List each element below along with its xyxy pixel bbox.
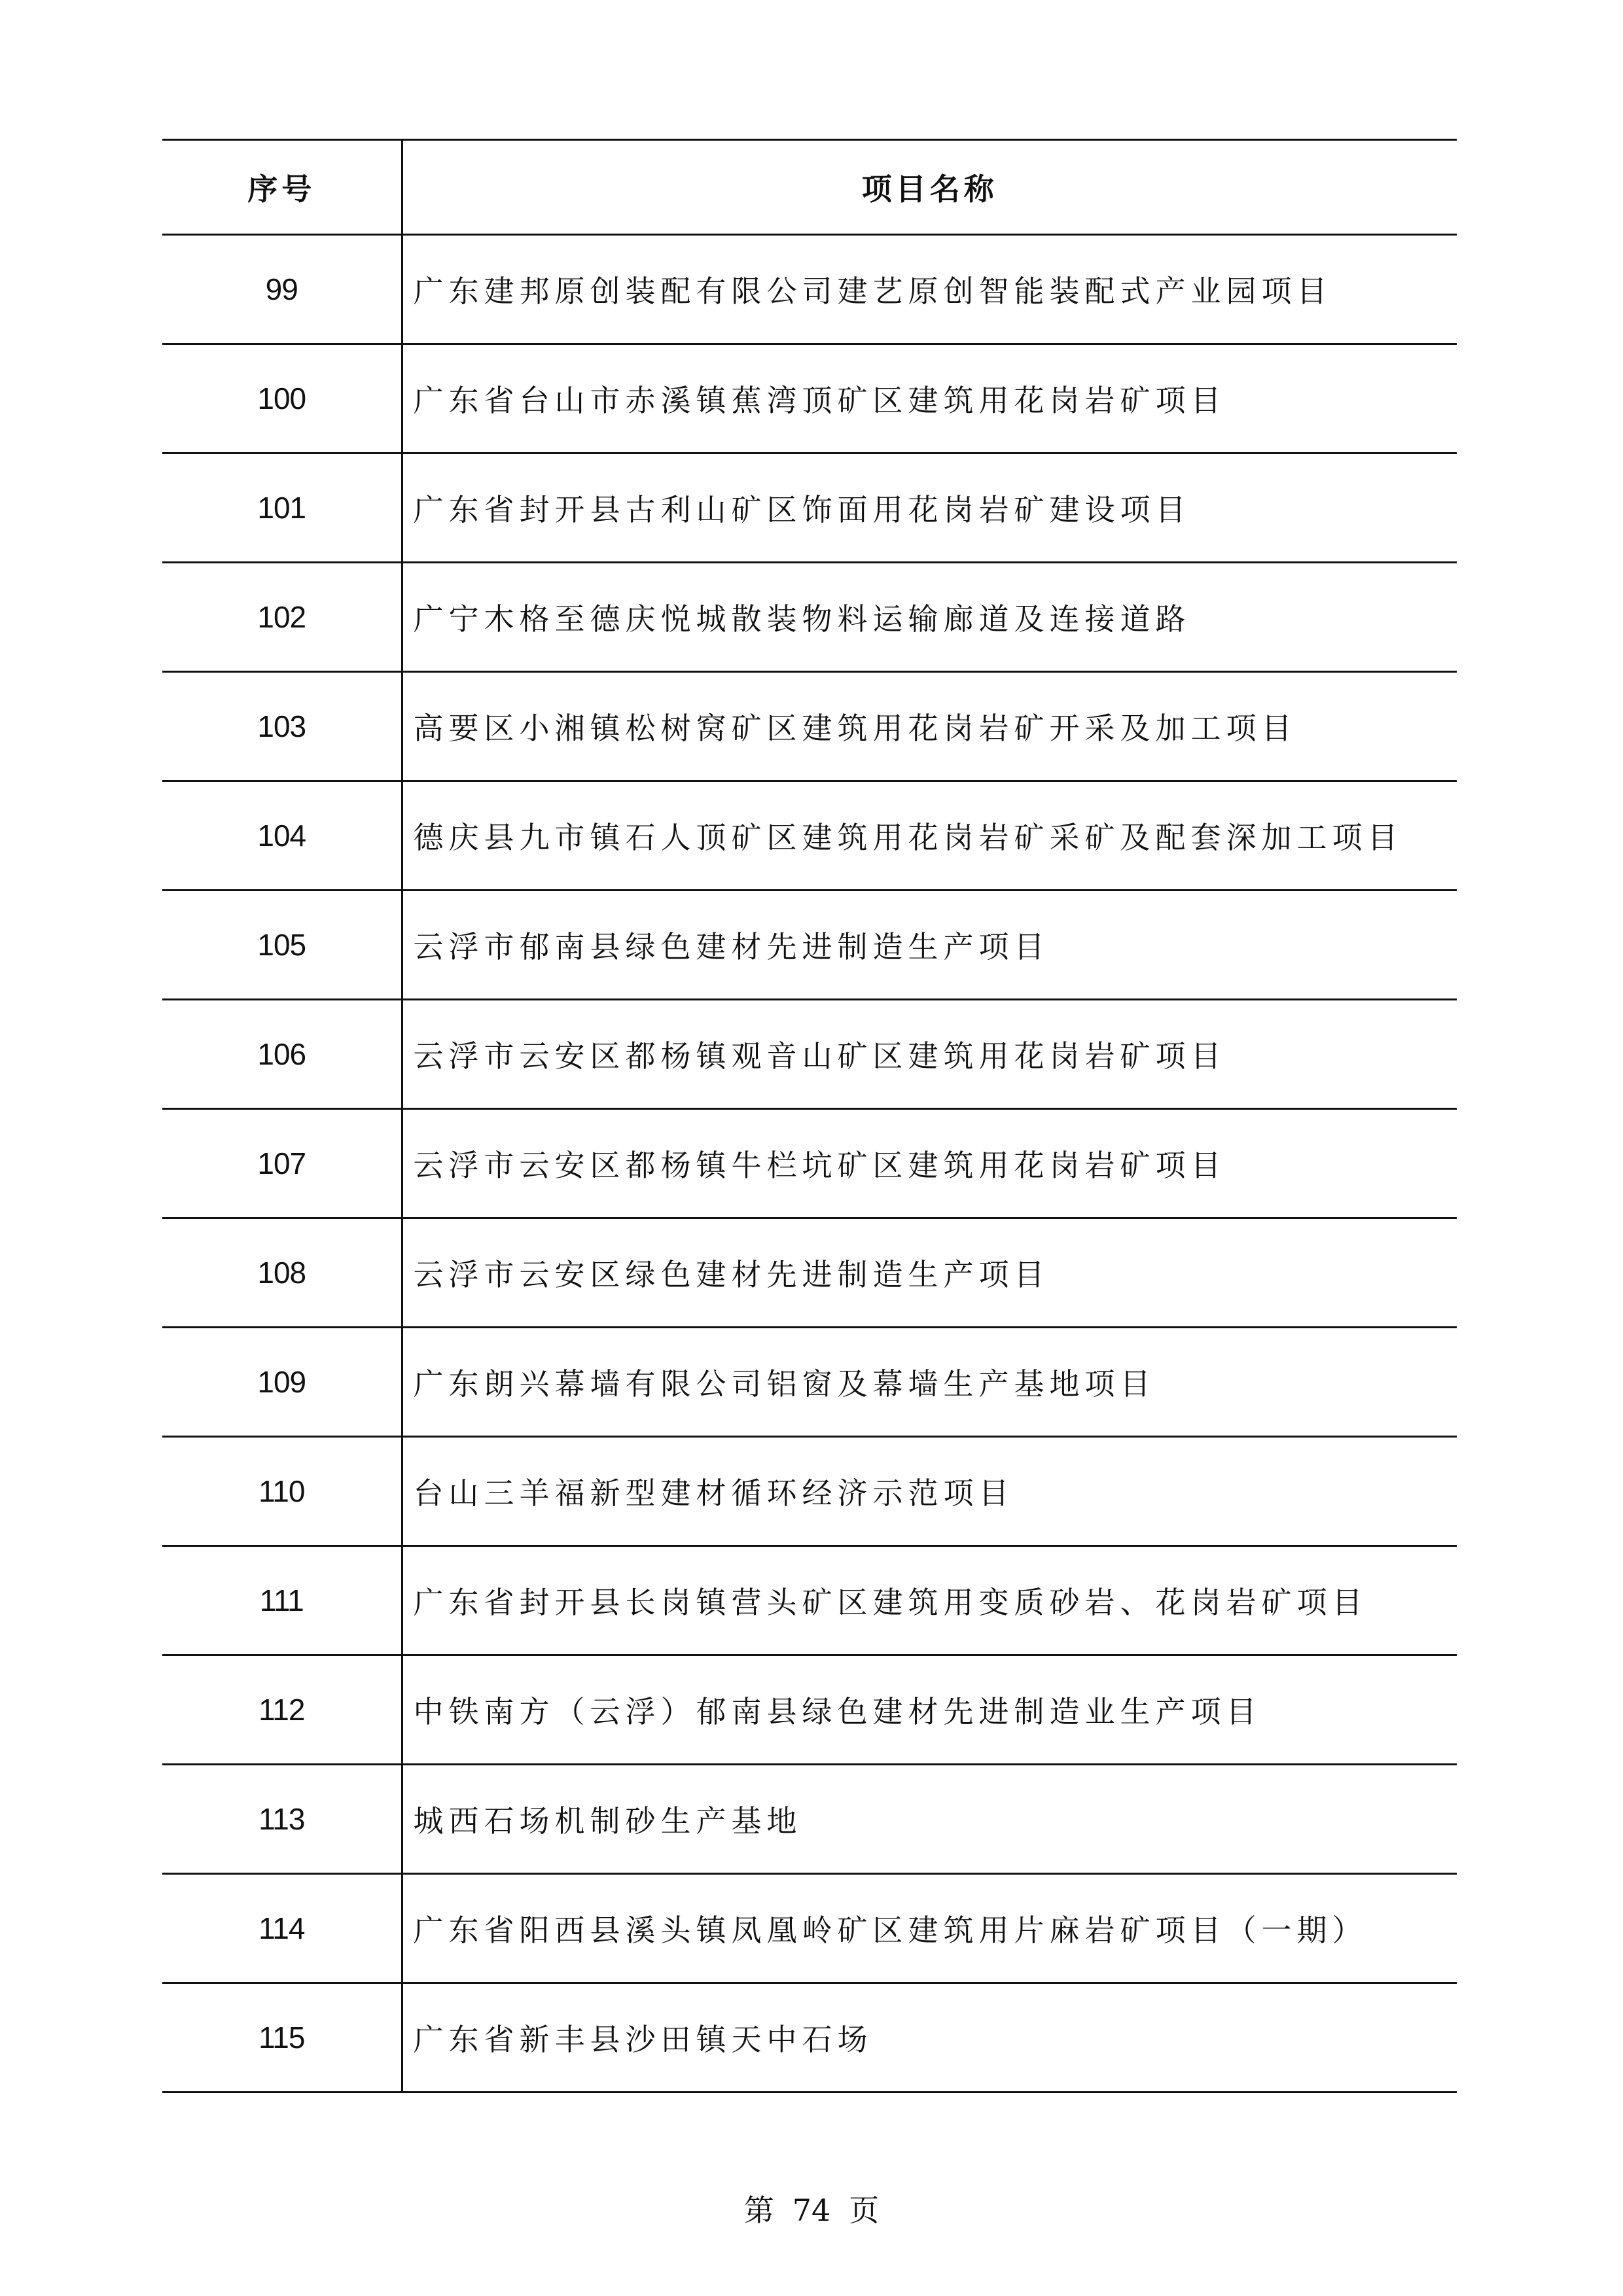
row-serial-number: 115 [162, 1983, 402, 2093]
table-row [162, 563, 1457, 672]
row-serial-number: 112 [162, 1655, 402, 1765]
row-project-name: 广东省新丰县沙田镇天中石场 [402, 1983, 1457, 2093]
table-row [162, 1983, 1457, 2093]
row-project-name: 广东省台山市赤溪镇蕉湾顶矿区建筑用花岗岩矿项目 [402, 344, 1457, 453]
table-row [162, 1109, 1457, 1218]
row-project-name: 广东建邦原创装配有限公司建艺原创智能装配式产业园项目 [402, 235, 1457, 344]
row-project-name: 广东省阳西县溪头镇凤凰岭矿区建筑用片麻岩矿项目（一期） [402, 1874, 1457, 1983]
row-serial-number: 109 [162, 1328, 402, 1437]
table-row [162, 344, 1457, 453]
page-prefix: 第 [743, 2193, 774, 2228]
row-serial-number: 114 [162, 1874, 402, 1983]
table-row [162, 1765, 1457, 1874]
row-serial-number: 100 [162, 344, 402, 453]
row-project-name: 广东省封开县古利山矿区饰面用花岗岩矿建设项目 [402, 453, 1457, 563]
row-project-name: 城西石场机制砂生产基地 [402, 1765, 1457, 1874]
header-project-name: 项目名称 [402, 140, 1457, 235]
table-row [162, 781, 1457, 891]
row-serial-number: 111 [162, 1546, 402, 1655]
row-project-name: 广东朗兴幕墙有限公司铝窗及幕墙生产基地项目 [402, 1328, 1457, 1437]
page-number: 74 [792, 2193, 831, 2228]
table-row [162, 1218, 1457, 1328]
row-serial-number: 104 [162, 781, 402, 891]
row-project-name: 广宁木格至德庆悦城散装物料运输廊道及连接道路 [402, 563, 1457, 672]
row-project-name: 云浮市云安区都杨镇观音山矿区建筑用花岗岩矿项目 [402, 1000, 1457, 1109]
row-serial-number: 102 [162, 563, 402, 672]
table-row [162, 1437, 1457, 1546]
row-project-name: 高要区小湘镇松树窝矿区建筑用花岗岩矿开采及加工项目 [402, 672, 1457, 781]
row-project-name: 广东省封开县长岗镇营头矿区建筑用变质砂岩、花岗岩矿项目 [402, 1546, 1457, 1655]
row-project-name: 台山三羊福新型建材循环经济示范项目 [402, 1437, 1457, 1546]
row-serial-number: 108 [162, 1218, 402, 1328]
table-row [162, 1328, 1457, 1437]
row-serial-number: 107 [162, 1109, 402, 1218]
page-suffix: 页 [849, 2193, 880, 2228]
project-table-container [162, 139, 1457, 2093]
row-project-name: 云浮市云安区都杨镇牛栏坑矿区建筑用花岗岩矿项目 [402, 1109, 1457, 1218]
table-row [162, 1546, 1457, 1655]
table-row [162, 1874, 1457, 1983]
table-row [162, 672, 1457, 781]
table-row [162, 1655, 1457, 1765]
row-serial-number: 103 [162, 672, 402, 781]
table-header-row [162, 140, 1457, 235]
row-project-name: 云浮市云安区绿色建材先进制造生产项目 [402, 1218, 1457, 1328]
row-serial-number: 105 [162, 891, 402, 1000]
row-project-name: 云浮市郁南县绿色建材先进制造生产项目 [402, 891, 1457, 1000]
row-serial-number: 101 [162, 453, 402, 563]
table-row [162, 235, 1457, 344]
row-serial-number: 110 [162, 1437, 402, 1546]
project-table [162, 139, 1457, 2093]
row-project-name: 中铁南方（云浮）郁南县绿色建材先进制造业生产项目 [402, 1655, 1457, 1765]
table-body [162, 235, 1457, 2093]
header-serial-number: 序号 [162, 140, 402, 235]
table-row [162, 453, 1457, 563]
table-row [162, 891, 1457, 1000]
row-project-name: 德庆县九市镇石人顶矿区建筑用花岗岩矿采矿及配套深加工项目 [402, 781, 1457, 891]
row-serial-number: 106 [162, 1000, 402, 1109]
table-row [162, 1000, 1457, 1109]
row-serial-number: 113 [162, 1765, 402, 1874]
page-footer [0, 2187, 1623, 2230]
row-serial-number: 99 [162, 235, 402, 344]
